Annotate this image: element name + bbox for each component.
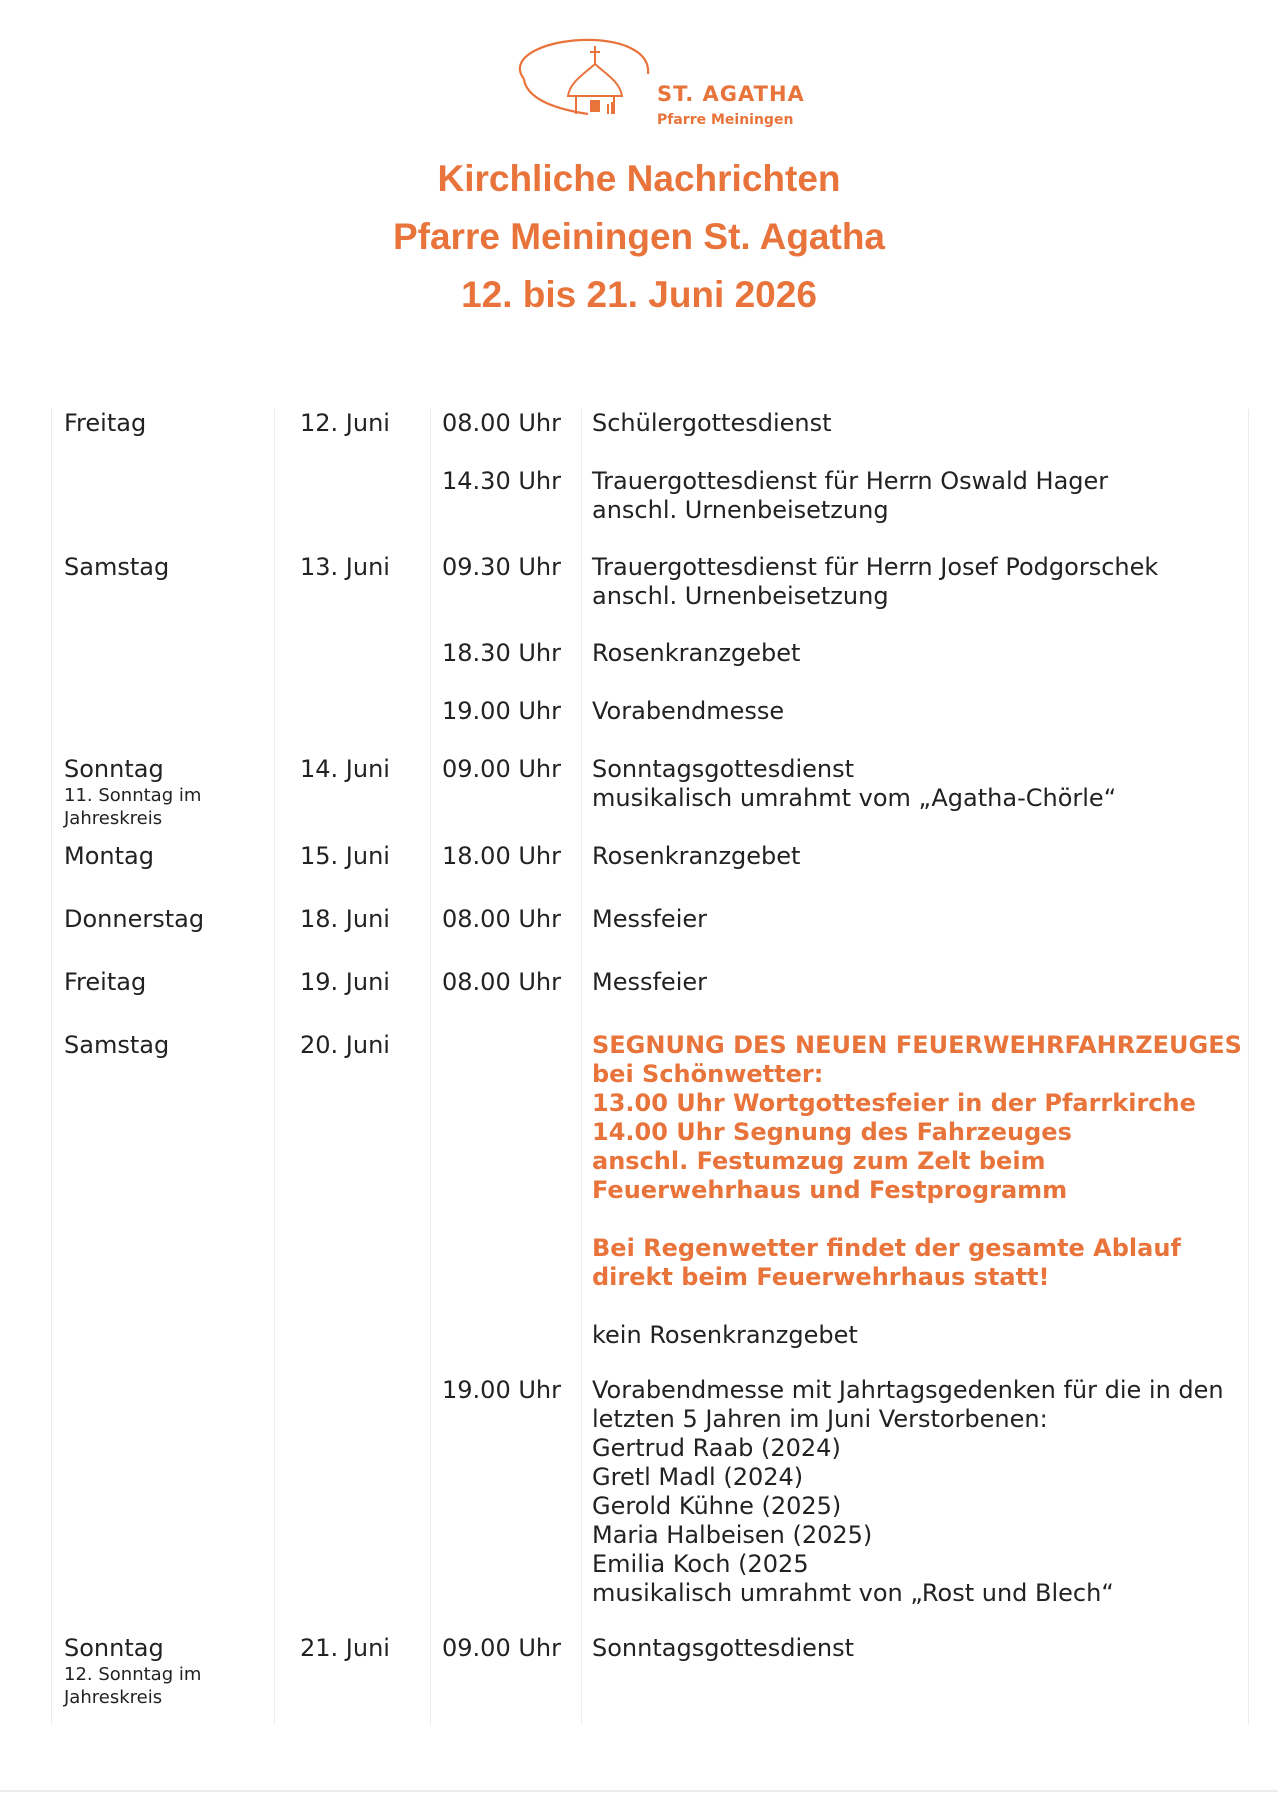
time-cell: 18.30 Uhr: [442, 639, 561, 667]
date-cell: 18. Juni: [300, 905, 390, 933]
description-cell: [590, 1376, 1248, 1634]
description-line: Gerold Kühne (2025): [592, 1492, 842, 1520]
time-cell: 19.00 Uhr: [442, 697, 561, 725]
time-cell: 08.00 Uhr: [442, 968, 561, 996]
time-cell: 19.00 Uhr: [442, 1376, 561, 1404]
time-cell: 09.00 Uhr: [442, 1634, 561, 1662]
description-cell: Sonntagsgottesdienst: [592, 1634, 854, 1662]
description-line: anschl. Urnenbeisetzung: [592, 582, 889, 610]
schedule-row: [50, 467, 1248, 553]
date-cell: 14. Juni: [300, 755, 390, 783]
highlight-line: Feuerwehrhaus und Festprogramm: [592, 1176, 1068, 1204]
day-cell: Samstag: [64, 1031, 170, 1059]
parish-logo: [500, 34, 840, 134]
description-cell: Messfeier: [592, 968, 707, 996]
date-cell: 19. Juni: [300, 968, 390, 996]
schedule-row: [50, 553, 1248, 639]
description-line: Gretl Madl (2024): [592, 1463, 804, 1491]
description-cell: Vorabendmesse: [592, 697, 785, 725]
day-cell: Montag: [64, 842, 154, 870]
date-cell: 21. Juni: [300, 1634, 390, 1662]
description-cell: Messfeier: [592, 905, 707, 933]
title-line-1: Kirchliche Nachrichten: [437, 158, 841, 199]
day-name: Sonntag: [64, 1634, 164, 1662]
highlight-line: anschl. Festumzug zum Zelt beim: [592, 1147, 1046, 1175]
page-divider: [0, 1790, 1278, 1792]
highlight-line: 14.00 Uhr Segnung des Fahrzeuges: [592, 1118, 1072, 1146]
schedule-row: [50, 409, 1248, 467]
description-line: Vorabendmesse mit Jahrtagsgedenken für die in den: [592, 1376, 1224, 1404]
logo-name: ST. AGATHA: [657, 82, 805, 106]
day-cell: Freitag: [64, 409, 147, 437]
description-line: Gertrud Raab (2024): [592, 1434, 841, 1462]
date-cell: 13. Juni: [300, 553, 390, 581]
liturgical-day: Jahreskreis: [64, 1687, 163, 1708]
schedule-row: [50, 842, 1248, 905]
day-cell: [50, 755, 287, 842]
schedule-row: [50, 905, 1248, 968]
time-cell: 09.30 Uhr: [442, 553, 561, 581]
description-cell: [590, 1031, 1248, 1376]
table-border: [1248, 409, 1249, 1725]
liturgical-day: Jahreskreis: [64, 808, 163, 829]
church-dome-icon: [500, 34, 660, 134]
liturgical-day: 12. Sonntag im: [64, 1664, 202, 1685]
highlight-line: Bei Regenwetter findet der gesamte Ablauf: [592, 1234, 1181, 1262]
day-cell: [50, 1634, 287, 1724]
page-title: [0, 150, 1278, 324]
description-cell: [590, 553, 1248, 639]
liturgical-day: 11. Sonntag im: [64, 785, 202, 806]
schedule-row: [50, 755, 1248, 842]
highlight-line: bei Schönwetter:: [592, 1060, 824, 1088]
description-line: letzten 5 Jahren im Juni Verstorbenen:: [592, 1405, 1048, 1433]
description-cell: [590, 755, 1248, 842]
description-line: Maria Halbeisen (2025): [592, 1521, 873, 1549]
description-line: Emilia Koch (2025: [592, 1550, 809, 1578]
description-cell: Rosenkranzgebet: [592, 639, 801, 667]
time-cell: 08.00 Uhr: [442, 409, 561, 437]
highlight-heading: SEGNUNG DES NEUEN FEUERWEHRFAHRZEUGES: [592, 1031, 1242, 1059]
schedule-row: [50, 968, 1248, 1031]
date-cell: 20. Juni: [300, 1031, 390, 1059]
schedule-row: [50, 697, 1248, 755]
description-line: anschl. Urnenbeisetzung: [592, 496, 889, 524]
date-cell: 15. Juni: [300, 842, 390, 870]
description-cell: Rosenkranzgebet: [592, 842, 801, 870]
date-cell: 12. Juni: [300, 409, 390, 437]
logo-subtitle: Pfarre Meiningen: [657, 112, 794, 128]
title-line-2: Pfarre Meiningen St. Agatha: [392, 216, 886, 257]
description-line: Trauergottesdienst für Herrn Josef Podgorschek: [592, 553, 1159, 581]
time-cell: 18.00 Uhr: [442, 842, 561, 870]
schedule-row: [50, 1376, 1248, 1634]
description-line: Sonntagsgottesdienst: [592, 755, 854, 783]
day-cell: Freitag: [64, 968, 147, 996]
highlight-line: 13.00 Uhr Wortgottesfeier in der Pfarrkirche: [592, 1089, 1196, 1117]
schedule-row: [50, 1031, 1248, 1376]
description-line: kein Rosenkranzgebet: [592, 1321, 858, 1349]
highlight-line: direkt beim Feuerwehrhaus statt!: [592, 1263, 1050, 1291]
time-cell: 08.00 Uhr: [442, 905, 561, 933]
description-line: musikalisch umrahmt vom „Agatha-Chörle“: [592, 784, 1117, 812]
schedule-table: [50, 409, 1248, 1724]
description-cell: Schülergottesdienst: [592, 409, 832, 437]
title-line-3: 12. bis 21. Juni 2026: [461, 274, 817, 315]
day-cell: Samstag: [64, 553, 170, 581]
description-cell: [590, 467, 1248, 553]
day-name: Sonntag: [64, 755, 164, 783]
time-cell: 14.30 Uhr: [442, 467, 561, 495]
time-cell: 09.00 Uhr: [442, 755, 561, 783]
schedule-row: [50, 1634, 1248, 1724]
schedule-row: [50, 639, 1248, 697]
description-line: musikalisch umrahmt von „Rost und Blech“: [592, 1579, 1114, 1607]
day-cell: Donnerstag: [64, 905, 205, 933]
description-line: Trauergottesdienst für Herrn Oswald Hager: [592, 467, 1109, 495]
